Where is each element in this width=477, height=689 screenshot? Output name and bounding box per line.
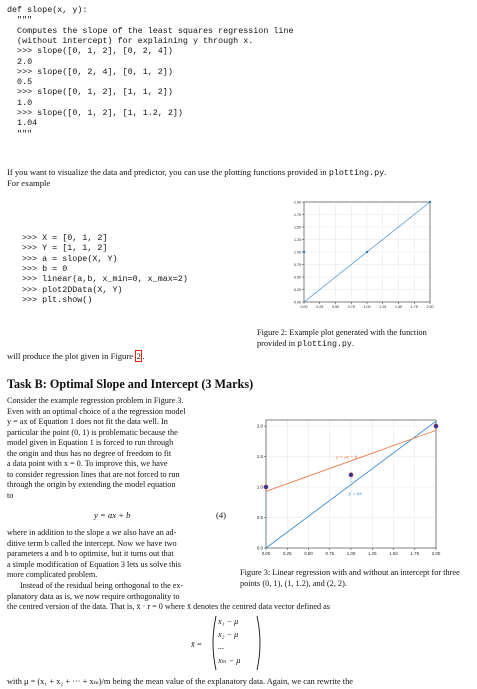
code-line: 0.5	[7, 77, 33, 88]
code-line: 2.0	[7, 56, 33, 67]
figure-3-caption	[240, 568, 474, 589]
para-text: If you want to visualize the data and predictor, you can use the plotting functions provided in	[7, 167, 329, 177]
data-point	[366, 251, 368, 253]
x-tick-label: 1.00	[363, 305, 371, 310]
para2-text: will produce the plot given in Figure	[7, 351, 136, 361]
line-label: y = ax + b	[336, 455, 358, 461]
body-line: particular the point (0, 1) is problematic because the	[7, 427, 178, 437]
data-point	[303, 251, 305, 253]
x-tick-label: 2.00	[431, 550, 441, 556]
body-line: y = ax of Equation 1 does not fit the data well. In	[7, 417, 168, 426]
chart-figure-3	[236, 414, 442, 566]
figure-3-caption-text: Figure 3: Linear regression with and without an intercept for three points (0, 1), (1, 1.2), and (2, 2).	[240, 568, 460, 588]
line-label: y = ax	[348, 491, 362, 497]
body-line: a data point with x = 0. To improve this, we have	[7, 459, 168, 468]
vector-entry: ...	[218, 642, 225, 651]
x-tick-label: 1.50	[389, 550, 398, 556]
y-tick-label: 1.25	[294, 237, 301, 242]
body-line: the origin and thus has no degree of freedom to fit	[7, 448, 172, 458]
body-line: more complicated problem.	[7, 570, 98, 579]
data-point	[434, 424, 438, 428]
data-point	[429, 201, 431, 203]
chart-figure-2	[282, 198, 432, 314]
vector-bracket-left	[209, 615, 217, 671]
figure-2-caption	[257, 328, 477, 350]
x-tick-label: 1.50	[395, 305, 402, 310]
y-tick-label: 2.0	[256, 423, 263, 429]
x-tick-label: 0.75	[347, 305, 355, 310]
body-line: the centred version of the data. That is, x̄ · r = 0 where x̄ denotes the centred data vector defined as	[7, 602, 330, 612]
x-tick-label: 0.50	[304, 550, 313, 556]
body-line: parameters a and b to optimise, but it turns out that	[7, 549, 174, 558]
body-line: Even with an optimal choice of a the regression model	[7, 406, 186, 416]
code-example-line: >>> a = slope(X, Y)	[22, 253, 118, 264]
code-line: """	[7, 128, 33, 139]
code-example-line: >>> b = 0	[22, 263, 68, 274]
y-tick-label: 0.75	[294, 262, 301, 267]
x-tick-label: 1.25	[367, 550, 377, 556]
caption-code: plotting.py	[297, 339, 352, 349]
body-line: Instead of the residual being orthogonal to the ex-	[20, 581, 184, 590]
code-line: """	[7, 15, 33, 26]
x-tick-label: 1.25	[379, 305, 387, 310]
body-line: Consider the example regression problem in Figure 3.	[7, 396, 184, 405]
vector-lhs: x̄ =	[191, 640, 203, 649]
x-tick-label: 1.75	[410, 305, 418, 310]
y-tick-label: 0.25	[294, 287, 301, 292]
code-line: 1.0	[7, 97, 33, 108]
x-tick-label: 0.75	[325, 550, 335, 556]
caption-text: provided in	[257, 338, 298, 348]
figure-2-caption-line2	[257, 339, 477, 351]
x-tick-label: 0.25	[316, 305, 324, 310]
code-line: def slope(x, y):	[7, 5, 88, 15]
y-tick-label: 0.50	[294, 275, 301, 280]
x-tick-label: 0.00	[300, 305, 308, 310]
body-line: through the origin by extending the model equation	[7, 480, 176, 489]
paragraph-example	[7, 178, 50, 189]
x-tick-label: 0.50	[332, 305, 339, 310]
para-text-example: For example	[7, 178, 51, 188]
x-tick-label: 1.00	[346, 550, 356, 556]
vector-entry: x₁ − μ	[218, 617, 239, 626]
code-line: 1.04	[7, 118, 38, 129]
vector-entry: x₂ − μ	[218, 629, 239, 639]
code-example-line: >>> Y = [1, 1, 2]	[22, 243, 108, 254]
section-heading: Task B: Optimal Slope and Intercept (3 Marks)	[7, 377, 254, 391]
code-line: >>> slope([0, 1, 2], [0, 2, 4])	[7, 46, 173, 57]
y-tick-label: 2.00	[294, 200, 301, 205]
body-line: to	[7, 490, 14, 500]
body-line: a simple modification of Equation 3 lets us solve this	[7, 559, 181, 569]
code-example-line: >>> linear(a,b, x_min=0, x_max=2)	[22, 274, 188, 285]
data-point	[264, 485, 268, 489]
body-line: planatory data as is, we now require orthogonality to	[7, 591, 180, 601]
code-line: Computes the slope of the least squares regression line	[7, 25, 294, 36]
body-line: to consider regression lines that are not forced to run	[7, 469, 180, 479]
data-point	[349, 473, 353, 477]
code-line: >>> slope([0, 1, 2], [1, 1.2, 2])	[7, 108, 183, 118]
figure-2-caption-line1: Figure 2: Example plot generated with the function	[257, 328, 427, 337]
body-line: model given in Equation 1 is forced to run through	[7, 438, 174, 447]
y-tick-label: 0.0	[256, 545, 263, 551]
vector-entry: xₘ − μ	[218, 655, 241, 665]
code-example-line: >>> X = [0, 1, 2]	[22, 233, 108, 243]
code-line: >>> slope([0, 1, 2], [1, 1, 2])	[7, 87, 173, 98]
code-line: (without intercept) for explaining y through x.	[7, 35, 254, 46]
x-tick-label: 0.25	[282, 550, 292, 556]
inline-code: plotting.py	[328, 168, 385, 178]
figure-ref[interactable]: 2	[136, 351, 141, 361]
x-tick-label: 2.00	[426, 305, 434, 310]
x-tick-label: 0.00	[261, 550, 271, 556]
code-example-line: >>> plot2DData(X, Y)	[22, 284, 123, 295]
code-example-line: >>> plt.show()	[22, 294, 93, 305]
y-tick-label: 0.5	[256, 515, 263, 521]
para-end: .	[384, 167, 387, 177]
y-tick-label: 1.00	[294, 250, 301, 255]
caption-end: .	[351, 338, 354, 348]
y-tick-label: 1.75	[294, 212, 301, 217]
equation-number: (4)	[216, 510, 227, 520]
paragraph-produce	[7, 351, 145, 362]
body-line: where in addition to the slope a we also have an ad-	[7, 528, 177, 537]
y-tick-label: 1.0	[256, 484, 263, 490]
body-line: ditive term b called the intercept. Now we have two	[7, 538, 177, 548]
y-tick-label: 1.50	[294, 225, 301, 230]
vector-bracket-right	[256, 615, 264, 671]
y-tick-label: 1.5	[256, 454, 263, 460]
paragraph-intro	[7, 167, 477, 179]
x-tick-label: 1.75	[410, 550, 420, 556]
y-tick-label: 0.00	[294, 300, 301, 305]
para2-end: .	[142, 351, 145, 361]
code-line: >>> slope([0, 2, 4], [0, 1, 2])	[7, 66, 173, 77]
paragraph-mean: with μ = (x₁ + x₂ + ··· + xₘ)/m being the mean value of the explanatory data. Again, we can rewrite the	[7, 677, 353, 686]
equation-4: y = ax + b	[94, 510, 131, 520]
